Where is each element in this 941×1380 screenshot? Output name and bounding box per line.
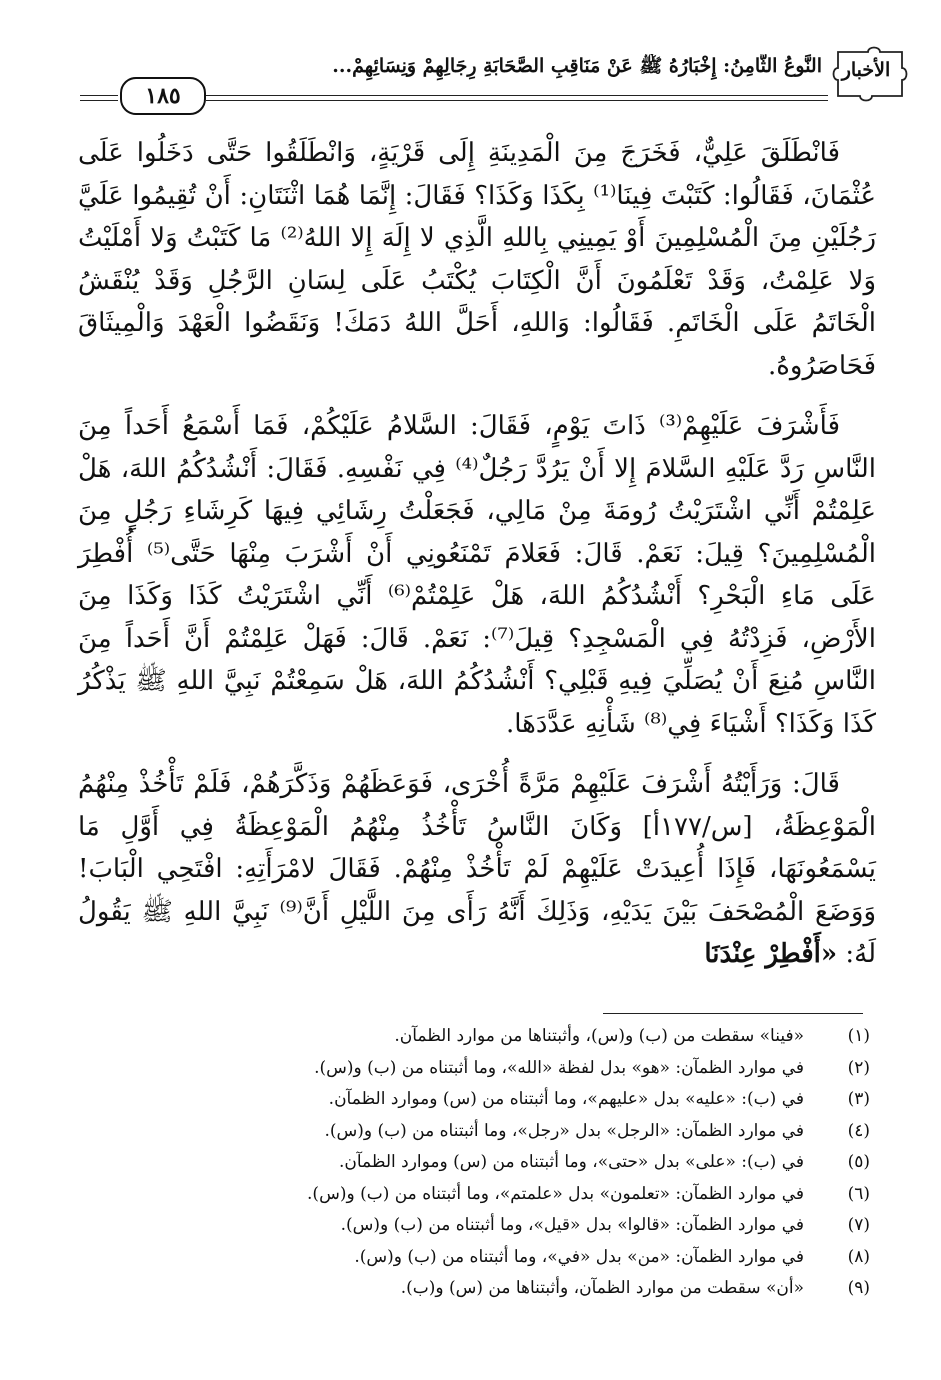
- badge-label: الأخبار: [841, 59, 891, 81]
- footnote-number: (٢): [847, 1057, 870, 1078]
- footnote-text: في موارد الظمآن: «الرجل» بدل «رجل»، وما أثبتناه من (ب) و(س).: [324, 1120, 804, 1141]
- footnote-text: في موارد الظمآن: «تعلمون» بدل «علمتم»، وما أثبتناه من (ب) و(س).: [307, 1183, 804, 1204]
- footnote: [78, 1084, 876, 1116]
- header-rule: [206, 95, 828, 96]
- footnote-number: (٦): [847, 1183, 870, 1204]
- footnote-text: في موارد الظمآن: «هو» بدل لفظة «الله»، وما أثبتناه من (ب) و(س).: [314, 1057, 804, 1078]
- footnote-text: في (ب): «عليه» بدل «عليهم»، وما أثبتناه من (س) وموارد الظمآن.: [328, 1089, 804, 1109]
- footnote-number: (٤): [847, 1120, 870, 1141]
- footnote-text: في موارد الظمآن: «قالوا» بدل «قيل»، وما أثبتناه من (ب) و(س).: [340, 1215, 804, 1235]
- footnote: [78, 1021, 876, 1053]
- paragraph-3: [78, 763, 876, 976]
- footnote: [78, 1179, 876, 1211]
- footnote-text: في (ب): «على» بدل «حتى»، وما أثبتناه من (س) وموارد الظمآن.: [338, 1152, 804, 1172]
- page-number: ١٨٥: [145, 83, 181, 109]
- footnote: [78, 1242, 876, 1274]
- footnote: [78, 1273, 876, 1305]
- footnote-number: (٣): [847, 1089, 870, 1109]
- footnote: [78, 1053, 876, 1085]
- footnote: [78, 1116, 876, 1148]
- footnote-number: (١): [847, 1026, 870, 1046]
- header-title: النَّوعُ الثَّامِنُ: إِخْبَارُهُ ﷺ عَنْ مَنَاقِبِ الصَّحَابَةِ رِجَالِهِمْ وَنِسَائِهِمْ...: [332, 55, 822, 77]
- footnote-text: «فينا» سقطت من (ب) و(س)، وأثبتناها من موارد الظمآن.: [394, 1026, 804, 1046]
- main-text: [78, 132, 876, 994]
- footnote: [78, 1210, 876, 1242]
- footnote-number: (٧): [847, 1215, 870, 1235]
- emphasized-quote: «أَفْطِرْ عِنْدَنَا: [704, 939, 838, 969]
- footnote: [78, 1147, 876, 1179]
- header-rule: [80, 95, 118, 96]
- footnote-text: «أن» سقطت من موارد الظمآن، وأثبتناها من (س) و(ب).: [400, 1278, 804, 1298]
- header-rule: [206, 100, 828, 101]
- paragraph-1: فَانْطَلَقَ عَلِيٌّ، فَخَرَجَ مِنَ الْمَدِينَةِ إِلَى قَرْيَةٍ، وَانْطَلَقُوا حَتَّى دَخَلُوا عَلَى عُثْمَانَ، فَقَالُوا: كَتَبْتَ فِينَا⁽¹⁾ بِكَذَا وَكَذَا؟ فَقَالَ: إِنَّمَا هُمَا اثْنَتَانِ: أَنْ تُقِيمُوا عَلَيَّ رَجُلَيْنِ مِنَ الْمُسْلِمِينَ أَوْ يَمِينِي بِاللهِ الَّذِي لا إِلَهَ إِلا اللهُ⁽²⁾ مَا كَتَبْتُ وَلا أَمْلَيْتُ وَلا عَلِمْتُ، وَقَدْ تَعْلَمُونَ أَنَّ الْكِتَابَ يُكْتَبُ عَلَى لِسَانِ الرَّجُلِ وَقَدْ يُنْقَشُ الْخَاتَمُ عَلَى الْخَاتَمِ. فَقَالُوا: وَاللهِ، أَحَلَّ اللهُ دَمَكَ! وَنَقَضُوا الْعَهْدَ وَالْمِيثَاقَ فَحَاصَرُوهُ.: [78, 138, 876, 381]
- footnote-number: (٨): [847, 1246, 870, 1267]
- paragraph-3-text: قَالَ: وَرَأَيْتُهُ أَشْرَفَ عَلَيْهِمْ مَرَّةً أُخْرَى، فَوَعَظَهُمْ وَذَكَّرَهُمْ، فَلَمْ تَأْخُذْ مِنْهُمُ الْمَوْعِظَةُ، [س/١٧٧أ] وَكَانَ النَّاسُ تَأْخُذُ مِنْهُمُ الْمَوْعِظَةُ فِي أَوَّلِ مَا يَسْمَعُونَهَا، فَإِذَا أُعِيدَتْ عَلَيْهِمْ لَمْ تَأْخُذْ مِنْهُمْ. فَقَالَ لامْرَأَتِهِ: افْتَحِي الْبَابَ! وَوَضَعَ الْمُصْحَفَ بَيْنَ يَدَيْهِ، وَذَلِكَ أَنَّهُ رَأَى مِنَ اللَّيْلِ أَنَّ⁽⁹⁾ نَبِيَّ اللهِ ﷺ يَقُولُ لَهُ:: [78, 769, 876, 969]
- footnote-text: في موارد الظمآن: «من» بدل «في»، وما أثبتناه من (ب) و(س).: [354, 1246, 804, 1267]
- running-header: [80, 40, 910, 120]
- footnote-number: (٩): [847, 1278, 870, 1298]
- puzzle-badge: [828, 44, 910, 102]
- page-number-box: [120, 77, 206, 115]
- footnote-number: (٥): [847, 1152, 870, 1172]
- footnote-rule: [603, 1013, 863, 1014]
- header-rule: [80, 100, 118, 101]
- paragraph-2: فَأَشْرَفَ عَلَيْهِمْ⁽³⁾ ذَاتَ يَوْمٍ، فَقَالَ: السَّلامُ عَلَيْكُمْ، فَمَا أَسْمَعُ أَحَداً مِنَ النَّاسِ رَدَّ عَلَيْهِ السَّلامَ إِلا أَنْ يَرُدَّ رَجُلٌ⁽⁴⁾ فِي نَفْسِهِ. فَقَالَ: أَنْشُدُكُمُ اللهَ، هَلْ عَلِمْتُمْ أَنِّي اشْتَرَيْتُ رُومَةَ مِنْ مَالِي، فَجَعَلْتُ رِشَائِي فِيهَا كَرِشَاءِ رَجُلٍ مِنَ الْمُسْلِمِينَ؟ قِيلَ: نَعَمْ. قَالَ: فَعَلامَ تَمْنَعُونِي أَنْ أَشْرَبَ مِنْهَا حَتَّى⁽⁵⁾ أُفْطِرَ عَلَى مَاءِ الْبَحْرِ؟ أَنْشُدُكُمُ اللهَ، هَلْ عَلِمْتُمْ⁽⁶⁾ أَنِّي اشْتَرَيْتُ كَذَا وَكَذَا مِنَ الأَرْضِ، فَزِدْتُهُ فِي الْمَسْجِدِ؟ قِيلَ⁽⁷⁾: نَعَمْ. قَالَ: فَهَلْ عَلِمْتُمْ أَنَّ أَحَداً مِنَ النَّاسِ مُنِعَ أَنْ يُصَلِّيَ فِيهِ قَبْلِي؟ أَنْشُدُكُمُ اللهَ، هَلْ سَمِعْتُمْ نَبِيَّ اللهِ ﷺ يَذْكُرُ كَذَا وَكَذَا؟ أَشْيَاءَ فِي⁽⁸⁾ شَأْنِهِ عَدَّدَهَا.: [78, 411, 877, 739]
- footnotes: [78, 1021, 876, 1305]
